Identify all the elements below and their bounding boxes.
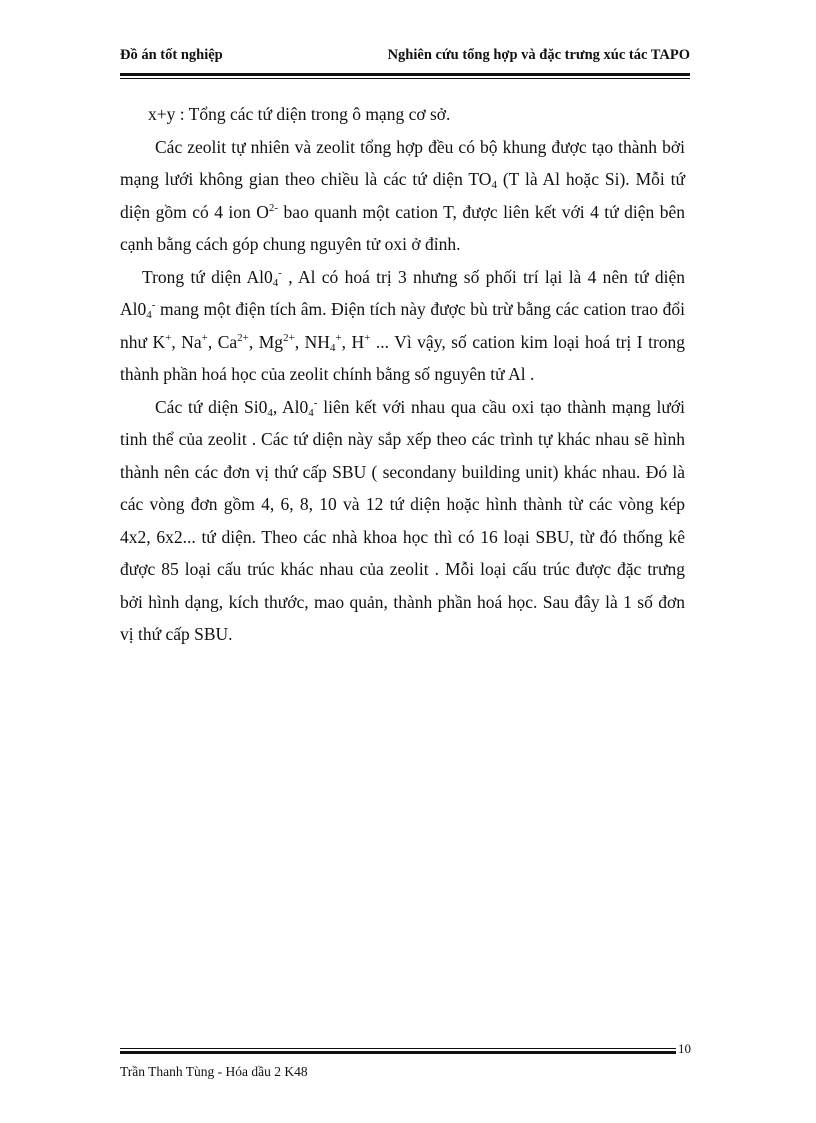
page-number: 10 [678, 1041, 691, 1056]
footer-divider-thick [120, 1051, 676, 1054]
paragraph-2: Các zeolit tự nhiên và zeolit tổng hợp đều có bộ khung được tạo thành bởi mạng lưới không gian theo chiều là các tứ diện $TO_4$ (T là Al hoặc Si). Mỗi tứ diện gồm có 4 ion $O^{2-}$ bao quanh một cation T, được liên kết với 4 tứ diện bên cạnh bằng cách góp chung nguyên tử oxi ở đỉnh. [120, 136, 686, 254]
header-right-title: Nghiên cứu tổng hợp và đặc trưng xúc tác TAPO [387, 47, 690, 63]
header-left-title: Đồ án tốt nghiệp [120, 47, 223, 63]
header-divider-thick [120, 73, 690, 76]
page-header [120, 47, 690, 69]
paragraph-4: Các tứ diện $Si0_4$, $Al0_4^-$ liên kết với nhau qua cầu oxi tạo thành mạng lưới tinh thể của zeolit . Các tứ diện này sắp xếp theo các trình tự khác nhau sẽ hình thành nên các đơn vị thứ cấp SBU ( secondany building unit) khác nhau. Đó là các vòng đơn gồm 4, 6, 8, 10 và 12 tứ diện hoặc hình thành từ các vòng kép 4x2, 6x2... tứ diện. Theo các nhà khoa học thì có 16 loại SBU, từ đó thống kê được 85 loại cấu trúc khác nhau của zeolit . Mỗi loại cấu trúc được đặc trưng bởi hình dạng, kích thước, mao quản, thành phần hoá học. Sau đây là 1 số đơn vị thứ cấp SBU. [120, 396, 685, 644]
header-divider-thin [120, 78, 690, 79]
paragraph-1: x+y : Tổng các tứ diện trong ô mạng cơ sở. [148, 104, 451, 124]
footer-divider-thin [120, 1048, 676, 1049]
document-body [120, 98, 685, 651]
footer-author: Trần Thanh Tùng - Hóa dầu 2 K48 [120, 1064, 308, 1079]
paragraph-3: Trong tứ diện $Al0_4^-$ , Al có hoá trị 3 nhưng số phối trí lại là 4 nên tứ diện $Al0_4^-$ mang một điện tích âm. Điện tích này được bù trừ bằng các cation trao đổi như K+, Na+, $Ca^{2+}$, $Mg^{2+}$, $NH_4^+$, H+ ... Vì vậy, số cation kim loại hoá trị I trong thành phần hoá học của zeolit chính bằng số nguyên tử Al . [120, 266, 686, 384]
